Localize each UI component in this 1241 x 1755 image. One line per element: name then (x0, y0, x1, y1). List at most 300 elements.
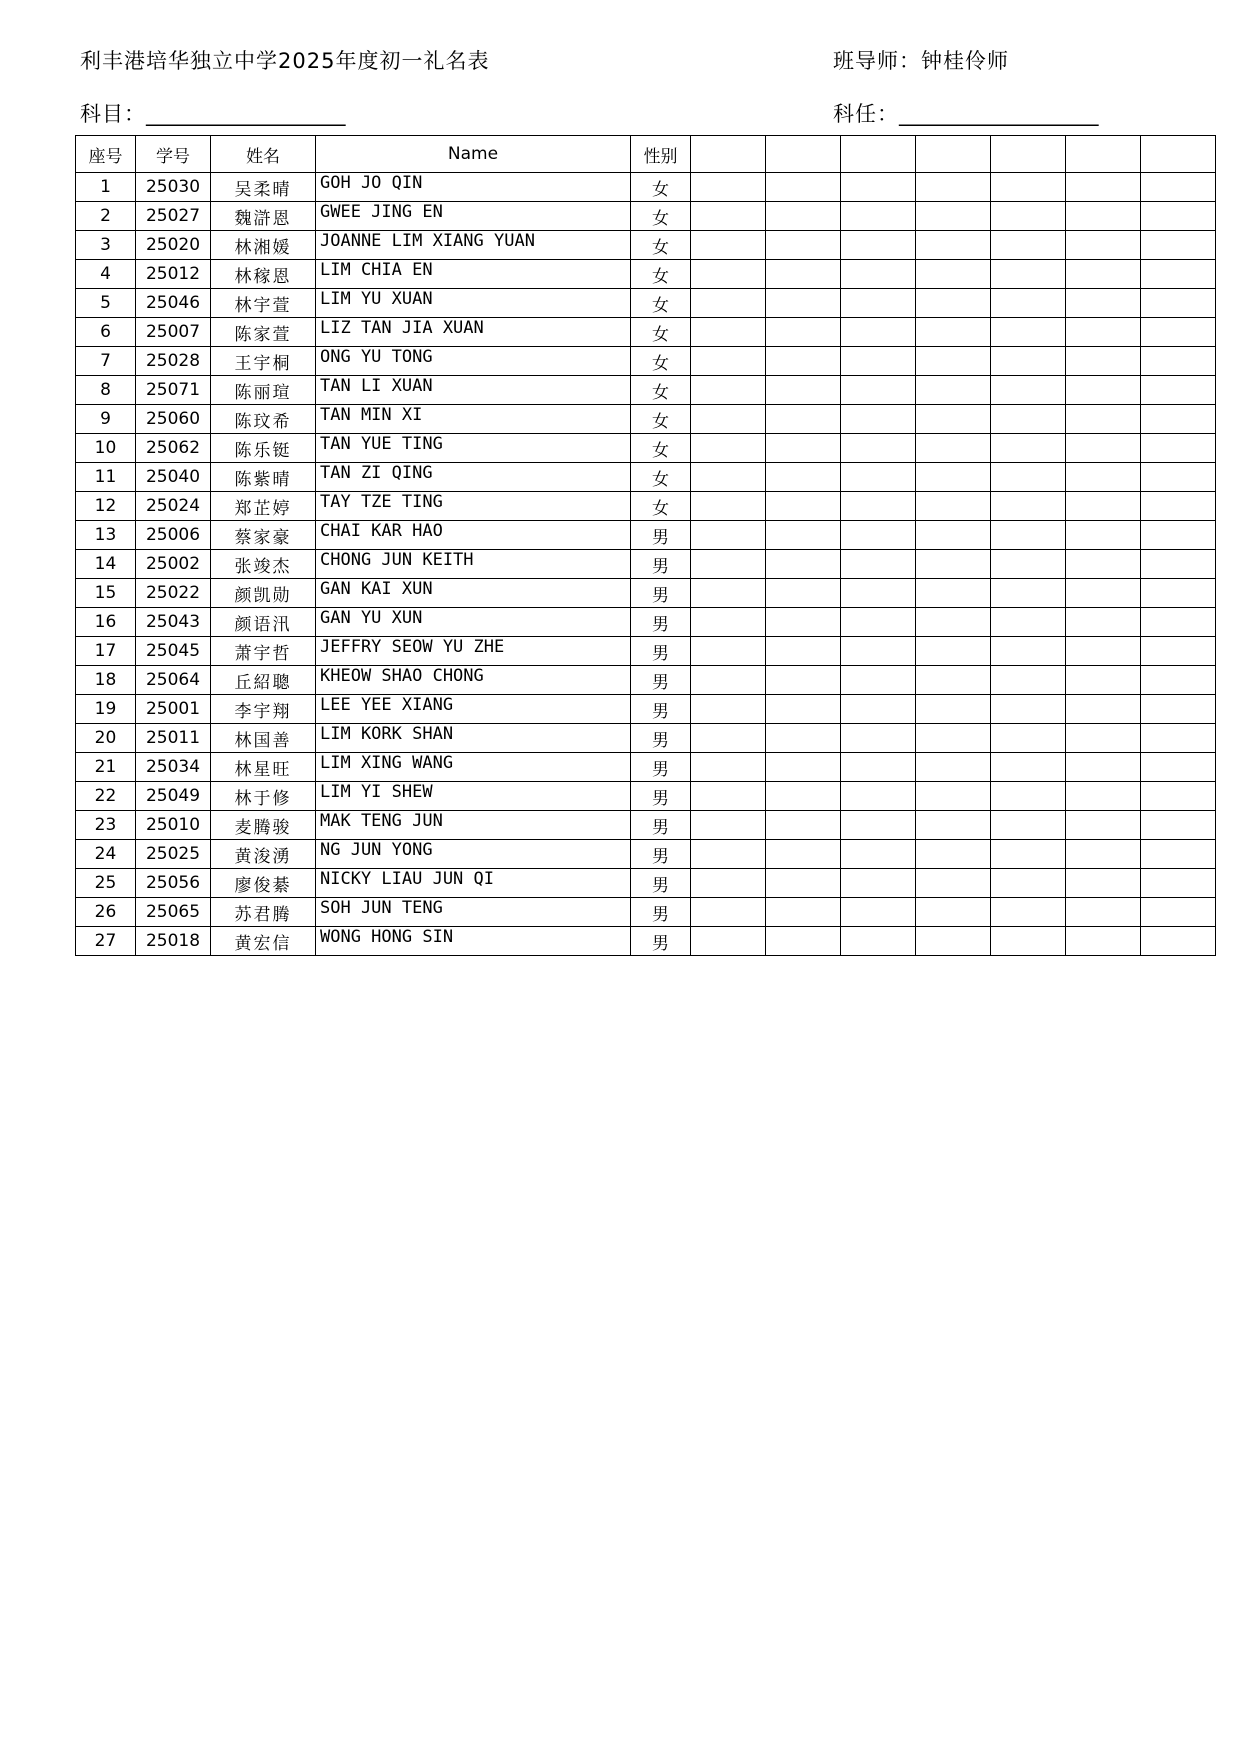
blank-cell[interactable] (1066, 434, 1141, 463)
blank-cell[interactable] (1066, 840, 1141, 869)
blank-cell[interactable] (691, 753, 766, 782)
blank-cell[interactable] (916, 579, 991, 608)
column-header-blank[interactable] (1066, 136, 1141, 173)
blank-cell[interactable] (916, 173, 991, 202)
chinese-name-cell: 李宇翔 (211, 695, 316, 724)
blank-cell[interactable] (916, 927, 991, 956)
gender-cell: 女 (631, 260, 691, 289)
blank-cell[interactable] (916, 492, 991, 521)
subject-label: 科目： (80, 102, 146, 126)
blank-cell[interactable] (991, 492, 1066, 521)
blank-cell[interactable] (1066, 724, 1141, 753)
column-header-blank[interactable] (691, 136, 766, 173)
blank-cell[interactable] (1066, 927, 1141, 956)
blank-cell[interactable] (691, 260, 766, 289)
student-id-cell: 25018 (136, 927, 211, 956)
table-row (76, 376, 1216, 405)
student-id-cell: 25040 (136, 463, 211, 492)
blank-cell[interactable] (691, 869, 766, 898)
blank-cell[interactable] (1141, 666, 1216, 695)
blank-cell[interactable] (1066, 202, 1141, 231)
blank-cell[interactable] (916, 840, 991, 869)
blank-cell[interactable] (916, 347, 991, 376)
blank-cell[interactable] (916, 608, 991, 637)
blank-cell[interactable] (841, 231, 916, 260)
table-row (76, 289, 1216, 318)
blank-cell[interactable] (766, 608, 841, 637)
blank-cell[interactable] (841, 202, 916, 231)
blank-cell[interactable] (916, 666, 991, 695)
blank-cell[interactable] (841, 869, 916, 898)
blank-cell[interactable] (916, 260, 991, 289)
student-id-cell: 25025 (136, 840, 211, 869)
chinese-name-cell: 林国善 (211, 724, 316, 753)
blank-cell[interactable] (1141, 753, 1216, 782)
student-id-cell: 25034 (136, 753, 211, 782)
blank-cell[interactable] (916, 434, 991, 463)
blank-cell[interactable] (916, 782, 991, 811)
blank-cell[interactable] (916, 898, 991, 927)
blank-cell[interactable] (1066, 376, 1141, 405)
table-row (76, 608, 1216, 637)
blank-cell[interactable] (991, 753, 1066, 782)
student-id-cell: 25071 (136, 376, 211, 405)
blank-cell[interactable] (1141, 927, 1216, 956)
blank-cell[interactable] (766, 898, 841, 927)
blank-cell[interactable] (766, 869, 841, 898)
blank-cell[interactable] (1141, 811, 1216, 840)
blank-cell[interactable] (841, 405, 916, 434)
seat-cell: 15 (76, 579, 136, 608)
seat-cell: 13 (76, 521, 136, 550)
blank-cell[interactable] (766, 811, 841, 840)
blank-cell[interactable] (841, 753, 916, 782)
blank-cell[interactable] (691, 898, 766, 927)
table-row (76, 898, 1216, 927)
blank-cell[interactable] (1141, 550, 1216, 579)
blank-cell[interactable] (841, 637, 916, 666)
blank-cell[interactable] (1066, 898, 1141, 927)
blank-cell[interactable] (841, 318, 916, 347)
name-cell: LIM KORK SHAN (316, 724, 631, 753)
name-cell: MAK TENG JUN (316, 811, 631, 840)
roster-body (76, 173, 1216, 956)
name-cell: LIZ TAN JIA XUAN (316, 318, 631, 347)
blank-cell[interactable] (1141, 231, 1216, 260)
blank-cell[interactable] (916, 202, 991, 231)
subject-teacher-label: 科任： (833, 102, 899, 126)
blank-cell[interactable] (766, 521, 841, 550)
table-row (76, 782, 1216, 811)
seat-cell: 5 (76, 289, 136, 318)
blank-cell[interactable] (841, 521, 916, 550)
subject-line (80, 98, 346, 128)
student-id-cell: 25060 (136, 405, 211, 434)
blank-cell[interactable] (1141, 318, 1216, 347)
blank-cell[interactable] (691, 927, 766, 956)
name-cell: LIM CHIA EN (316, 260, 631, 289)
blank-cell[interactable] (766, 405, 841, 434)
seat-cell: 14 (76, 550, 136, 579)
blank-cell[interactable] (1141, 840, 1216, 869)
blank-cell[interactable] (691, 608, 766, 637)
blank-cell[interactable] (691, 405, 766, 434)
blank-cell[interactable] (1066, 405, 1141, 434)
blank-cell[interactable] (1066, 579, 1141, 608)
chinese-name-cell: 颜凯勋 (211, 579, 316, 608)
blank-cell[interactable] (766, 840, 841, 869)
chinese-name-cell: 陈玟希 (211, 405, 316, 434)
table-row (76, 550, 1216, 579)
student-id-cell: 25024 (136, 492, 211, 521)
blank-cell[interactable] (841, 608, 916, 637)
blank-cell[interactable] (841, 782, 916, 811)
blank-cell[interactable] (916, 869, 991, 898)
blank-cell[interactable] (916, 811, 991, 840)
seat-cell: 24 (76, 840, 136, 869)
blank-cell[interactable] (916, 405, 991, 434)
blank-cell[interactable] (1066, 492, 1141, 521)
student-id-cell: 25028 (136, 347, 211, 376)
name-cell: LIM YI SHEW (316, 782, 631, 811)
blank-cell[interactable] (1141, 376, 1216, 405)
chinese-name-cell: 陈乐铤 (211, 434, 316, 463)
blank-cell[interactable] (766, 492, 841, 521)
blank-cell[interactable] (1066, 550, 1141, 579)
blank-cell[interactable] (766, 927, 841, 956)
seat-cell: 12 (76, 492, 136, 521)
blank-cell[interactable] (1141, 579, 1216, 608)
gender-cell: 男 (631, 724, 691, 753)
blank-cell[interactable] (766, 434, 841, 463)
blank-cell[interactable] (991, 666, 1066, 695)
document-title: 利丰港培华独立中学2025年度初一礼名表 (80, 49, 490, 73)
name-cell: GAN KAI XUN (316, 579, 631, 608)
blank-cell[interactable] (991, 927, 1066, 956)
gender-cell: 男 (631, 927, 691, 956)
blank-cell[interactable] (1141, 869, 1216, 898)
blank-cell[interactable] (691, 347, 766, 376)
table-row (76, 318, 1216, 347)
blank-cell[interactable] (766, 463, 841, 492)
blank-cell[interactable] (691, 434, 766, 463)
blank-cell[interactable] (841, 260, 916, 289)
blank-cell[interactable] (1141, 608, 1216, 637)
chinese-name-cell: 黄宏信 (211, 927, 316, 956)
gender-cell: 男 (631, 898, 691, 927)
blank-cell[interactable] (1141, 492, 1216, 521)
blank-cell[interactable] (1141, 434, 1216, 463)
blank-cell[interactable] (766, 173, 841, 202)
blank-cell[interactable] (841, 376, 916, 405)
name-cell: GWEE JING EN (316, 202, 631, 231)
blank-cell[interactable] (1066, 289, 1141, 318)
student-id-cell: 25027 (136, 202, 211, 231)
blank-cell[interactable] (991, 840, 1066, 869)
blank-cell[interactable] (841, 898, 916, 927)
blank-cell[interactable] (691, 202, 766, 231)
blank-cell[interactable] (991, 898, 1066, 927)
blank-cell[interactable] (1066, 318, 1141, 347)
blank-cell[interactable] (766, 695, 841, 724)
seat-cell: 11 (76, 463, 136, 492)
blank-cell[interactable] (1141, 347, 1216, 376)
blank-cell[interactable] (691, 695, 766, 724)
blank-cell[interactable] (991, 521, 1066, 550)
blank-cell[interactable] (1066, 695, 1141, 724)
blank-cell[interactable] (841, 550, 916, 579)
seat-cell: 8 (76, 376, 136, 405)
blank-cell[interactable] (766, 376, 841, 405)
seat-cell: 1 (76, 173, 136, 202)
subject-teacher-line (833, 98, 1099, 128)
chinese-name-cell: 苏君腾 (211, 898, 316, 927)
blank-cell[interactable] (841, 463, 916, 492)
student-id-cell: 25011 (136, 724, 211, 753)
name-cell: LIM XING WANG (316, 753, 631, 782)
blank-cell[interactable] (991, 347, 1066, 376)
blank-cell[interactable] (991, 202, 1066, 231)
student-id-cell: 25049 (136, 782, 211, 811)
student-id-cell: 25020 (136, 231, 211, 260)
blank-cell[interactable] (841, 173, 916, 202)
blank-cell[interactable] (766, 231, 841, 260)
column-header-blank[interactable] (841, 136, 916, 173)
blank-cell[interactable] (1141, 898, 1216, 927)
blank-cell[interactable] (691, 318, 766, 347)
chinese-name-cell: 蔡家豪 (211, 521, 316, 550)
blank-cell[interactable] (1141, 782, 1216, 811)
name-cell: TAN MIN XI (316, 405, 631, 434)
student-id-cell: 25062 (136, 434, 211, 463)
blank-cell[interactable] (916, 637, 991, 666)
blank-cell[interactable] (691, 550, 766, 579)
blank-cell[interactable] (691, 492, 766, 521)
table-row (76, 521, 1216, 550)
blank-cell[interactable] (991, 637, 1066, 666)
blank-cell[interactable] (991, 782, 1066, 811)
blank-cell[interactable] (1066, 666, 1141, 695)
blank-cell[interactable] (841, 347, 916, 376)
blank-cell[interactable] (1141, 202, 1216, 231)
blank-cell[interactable] (991, 695, 1066, 724)
gender-cell: 女 (631, 231, 691, 260)
column-header-seat: 座号 (76, 136, 136, 173)
blank-cell[interactable] (1066, 637, 1141, 666)
gender-cell: 男 (631, 666, 691, 695)
blank-cell[interactable] (1066, 608, 1141, 637)
blank-cell[interactable] (766, 550, 841, 579)
blank-cell[interactable] (991, 550, 1066, 579)
blank-cell[interactable] (691, 173, 766, 202)
blank-cell[interactable] (1141, 695, 1216, 724)
blank-cell[interactable] (1066, 173, 1141, 202)
student-id-cell: 25007 (136, 318, 211, 347)
blank-cell[interactable] (991, 811, 1066, 840)
blank-cell[interactable] (841, 724, 916, 753)
blank-cell[interactable] (1066, 347, 1141, 376)
blank-cell[interactable] (691, 637, 766, 666)
gender-cell: 男 (631, 753, 691, 782)
blank-cell[interactable] (766, 753, 841, 782)
blank-cell[interactable] (841, 811, 916, 840)
blank-cell[interactable] (991, 608, 1066, 637)
table-row (76, 579, 1216, 608)
blank-cell[interactable] (841, 695, 916, 724)
blank-cell[interactable] (766, 347, 841, 376)
blank-cell[interactable] (766, 782, 841, 811)
blank-cell[interactable] (1141, 463, 1216, 492)
blank-cell[interactable] (991, 405, 1066, 434)
blank-cell[interactable] (916, 231, 991, 260)
student-id-cell: 25010 (136, 811, 211, 840)
blank-cell[interactable] (991, 579, 1066, 608)
blank-cell[interactable] (991, 724, 1066, 753)
blank-cell[interactable] (766, 202, 841, 231)
blank-cell[interactable] (766, 579, 841, 608)
blank-cell[interactable] (1066, 260, 1141, 289)
blank-cell[interactable] (1066, 231, 1141, 260)
gender-cell: 女 (631, 376, 691, 405)
table-row (76, 231, 1216, 260)
chinese-name-cell: 林宇萱 (211, 289, 316, 318)
blank-cell[interactable] (1141, 724, 1216, 753)
gender-cell: 女 (631, 347, 691, 376)
blank-cell[interactable] (916, 550, 991, 579)
seat-cell: 7 (76, 347, 136, 376)
blank-cell[interactable] (991, 289, 1066, 318)
seat-cell: 10 (76, 434, 136, 463)
blank-cell[interactable] (766, 666, 841, 695)
blank-cell[interactable] (841, 434, 916, 463)
blank-cell[interactable] (841, 289, 916, 318)
name-cell: NICKY LIAU JUN QI (316, 869, 631, 898)
blank-cell[interactable] (691, 579, 766, 608)
chinese-name-cell: 麦腾骏 (211, 811, 316, 840)
name-cell: KHEOW SHAO CHONG (316, 666, 631, 695)
blank-cell[interactable] (1141, 260, 1216, 289)
column-header-blank[interactable] (766, 136, 841, 173)
blank-cell[interactable] (1066, 811, 1141, 840)
blank-cell[interactable] (766, 724, 841, 753)
blank-cell[interactable] (916, 318, 991, 347)
column-header-student-id: 学号 (136, 136, 211, 173)
seat-cell: 19 (76, 695, 136, 724)
blank-cell[interactable] (691, 376, 766, 405)
blank-cell[interactable] (691, 811, 766, 840)
blank-cell[interactable] (691, 521, 766, 550)
blank-cell[interactable] (1066, 753, 1141, 782)
column-header-blank[interactable] (1141, 136, 1216, 173)
gender-cell: 男 (631, 840, 691, 869)
blank-cell[interactable] (691, 782, 766, 811)
blank-cell[interactable] (766, 260, 841, 289)
blank-cell[interactable] (991, 260, 1066, 289)
blank-cell[interactable] (916, 521, 991, 550)
blank-cell[interactable] (841, 840, 916, 869)
blank-cell[interactable] (991, 231, 1066, 260)
blank-cell[interactable] (691, 231, 766, 260)
blank-cell[interactable] (991, 869, 1066, 898)
subject-blank[interactable]: ___________________ (146, 102, 346, 126)
table-row (76, 405, 1216, 434)
column-header-blank[interactable] (916, 136, 991, 173)
student-id-cell: 25030 (136, 173, 211, 202)
blank-cell[interactable] (916, 376, 991, 405)
chinese-name-cell: 林星旺 (211, 753, 316, 782)
subject-teacher-blank[interactable]: ___________________ (899, 102, 1099, 126)
seat-cell: 20 (76, 724, 136, 753)
table-row (76, 724, 1216, 753)
blank-cell[interactable] (991, 463, 1066, 492)
blank-cell[interactable] (691, 840, 766, 869)
gender-cell: 女 (631, 289, 691, 318)
blank-cell[interactable] (691, 666, 766, 695)
chinese-name-cell: 林湘媛 (211, 231, 316, 260)
student-id-cell: 25064 (136, 666, 211, 695)
blank-cell[interactable] (1141, 521, 1216, 550)
blank-cell[interactable] (691, 289, 766, 318)
blank-cell[interactable] (1141, 405, 1216, 434)
chinese-name-cell: 林稼恩 (211, 260, 316, 289)
name-cell: TAN LI XUAN (316, 376, 631, 405)
blank-cell[interactable] (1066, 463, 1141, 492)
name-cell: JEFFRY SEOW YU ZHE (316, 637, 631, 666)
blank-cell[interactable] (766, 637, 841, 666)
blank-cell[interactable] (691, 724, 766, 753)
blank-cell[interactable] (1141, 173, 1216, 202)
blank-cell[interactable] (841, 492, 916, 521)
seat-cell: 4 (76, 260, 136, 289)
gender-cell: 女 (631, 318, 691, 347)
blank-cell[interactable] (991, 434, 1066, 463)
blank-cell[interactable] (1066, 521, 1141, 550)
blank-cell[interactable] (1141, 637, 1216, 666)
gender-cell: 男 (631, 550, 691, 579)
chinese-name-cell: 陈紫晴 (211, 463, 316, 492)
blank-cell[interactable] (916, 724, 991, 753)
chinese-name-cell: 丘紹聰 (211, 666, 316, 695)
blank-cell[interactable] (1141, 289, 1216, 318)
gender-cell: 男 (631, 521, 691, 550)
blank-cell[interactable] (916, 753, 991, 782)
student-id-cell: 25012 (136, 260, 211, 289)
roster-table (75, 135, 1216, 956)
name-cell: JOANNE LIM XIANG YUAN (316, 231, 631, 260)
blank-cell[interactable] (1066, 869, 1141, 898)
blank-cell[interactable] (916, 695, 991, 724)
blank-cell[interactable] (691, 463, 766, 492)
gender-cell: 女 (631, 463, 691, 492)
blank-cell[interactable] (841, 579, 916, 608)
blank-cell[interactable] (916, 463, 991, 492)
seat-cell: 6 (76, 318, 136, 347)
blank-cell[interactable] (841, 666, 916, 695)
gender-cell: 女 (631, 202, 691, 231)
blank-cell[interactable] (766, 289, 841, 318)
blank-cell[interactable] (991, 318, 1066, 347)
blank-cell[interactable] (991, 173, 1066, 202)
blank-cell[interactable] (766, 318, 841, 347)
blank-cell[interactable] (1066, 782, 1141, 811)
column-header-blank[interactable] (991, 136, 1066, 173)
student-id-cell: 25002 (136, 550, 211, 579)
seat-cell: 9 (76, 405, 136, 434)
blank-cell[interactable] (991, 376, 1066, 405)
blank-cell[interactable] (841, 927, 916, 956)
seat-cell: 17 (76, 637, 136, 666)
blank-cell[interactable] (916, 289, 991, 318)
